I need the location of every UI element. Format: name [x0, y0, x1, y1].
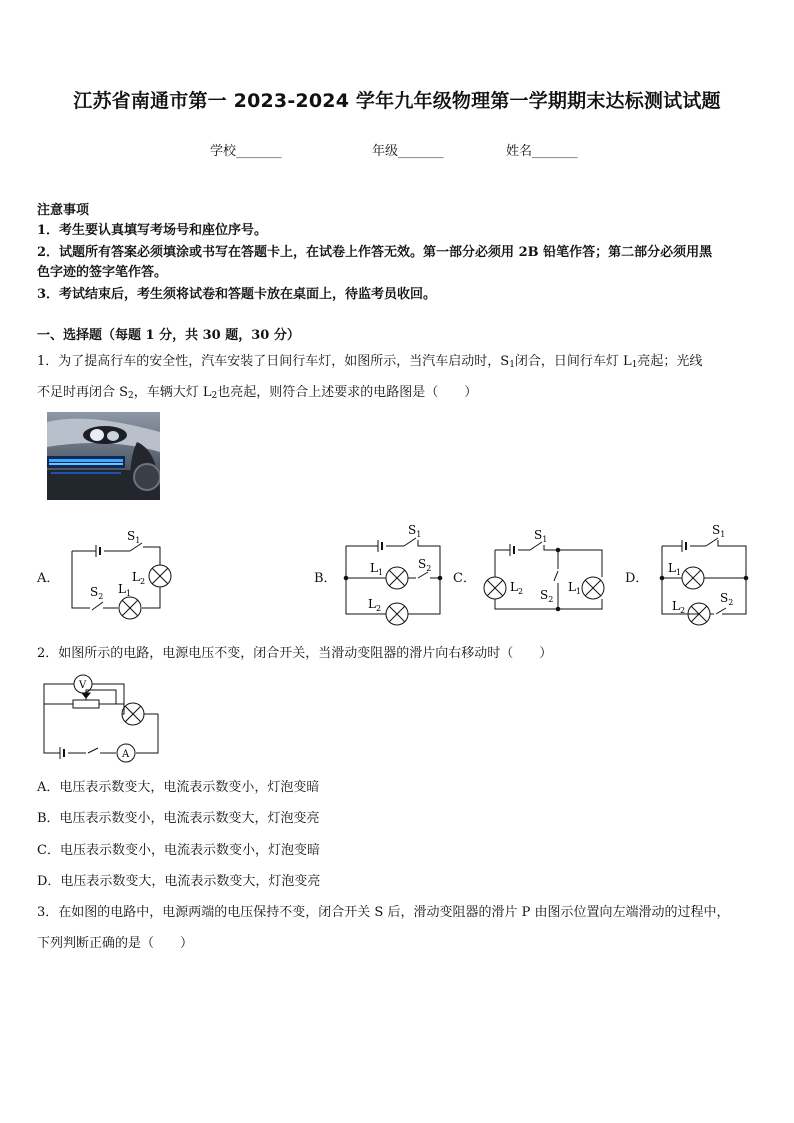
circuit-b — [334, 518, 452, 628]
q2-option-c: C．电压表示数变小，电流表示数变小，灯泡变暗 — [37, 843, 320, 858]
label-s1: $S_1$ — [127, 529, 141, 545]
section-heading: 一、选择题（每题 1 分，共 30 题，30 分） — [37, 328, 300, 343]
circuit-c — [478, 525, 610, 630]
q1-line2 — [37, 383, 477, 403]
q1-text: 也亮起，则符合上述要求的电路图是（ ） — [217, 385, 478, 400]
q1-sub: 1 — [509, 360, 515, 370]
note-3: 3．考试结束后，考生须将试卷和答题卡放在桌面上，待监考员收回。 — [37, 287, 437, 302]
name-field: 姓名_______ — [506, 144, 578, 159]
q2-option-b: B．电压表示数变小，电流表示数变大，灯泡变亮 — [37, 811, 320, 826]
q1-text: 亮起；光线 — [637, 354, 703, 369]
circuit-a — [60, 525, 180, 620]
label-l2: $L_2$ — [510, 580, 524, 596]
note-2b: 色字迹的签字笔作答。 — [37, 265, 168, 280]
label-l2: $L_2$ — [672, 599, 686, 615]
option-c-label: C． — [453, 571, 476, 586]
q3-line2: 下列判断正确的是（ ） — [37, 936, 194, 951]
q2-option-d: D．电压表示数变大，电流表示数变大，灯泡变亮 — [37, 874, 321, 889]
label-s1: $S_1$ — [712, 523, 726, 539]
notes-heading: 注意事项 — [37, 203, 90, 218]
q2-option-a: A．电压表示数变大，电流表示数变小，灯泡变暗 — [37, 780, 320, 795]
label-s1: $S_1$ — [408, 523, 422, 539]
q1-text: 1．为了提高行车的安全性，汽车安装了日间行车灯，如图所示，当汽车启动时，S — [37, 354, 510, 369]
label-l1: $L_1$ — [118, 582, 132, 598]
label-l1: $L_1$ — [370, 561, 384, 577]
label-l2: $L_2$ — [132, 570, 146, 586]
q1-text: ，车辆大灯 L — [133, 385, 212, 400]
label-s2: $S_2$ — [720, 591, 734, 607]
q1-sub: 2 — [128, 391, 134, 401]
q1-text: 不足时再闭合 S — [37, 385, 129, 400]
note-2a: 2．试题所有答案必须填涂或书写在答题卡上，在试卷上作答无效。第一部分必须用 2B 铅笔作答；第二部分必须用黑 — [37, 245, 713, 260]
q1-text: 闭合，日间行车灯 L — [514, 354, 632, 369]
note-1: 1．考生要认真填写考场号和座位序号。 — [37, 223, 268, 238]
circuit-q2 — [40, 672, 165, 767]
option-b-label: B． — [314, 571, 337, 586]
circuit-d — [652, 518, 757, 628]
voltmeter-label: V — [79, 680, 87, 691]
label-l2: $L_2$ — [368, 597, 382, 613]
label-s2: $S_2$ — [418, 557, 432, 573]
q1-sub: 1 — [631, 360, 638, 370]
label-s2: $S_2$ — [90, 585, 104, 601]
q2-stem: 2．如图所示的电路，电源电压不变，闭合开关，当滑动变阻器的滑片向右移动时（ ） — [37, 646, 553, 661]
q1-sub: 2 — [211, 391, 218, 401]
ammeter-label: A — [122, 749, 130, 760]
grade-field: 年级_______ — [372, 144, 444, 159]
label-s2: $S_2$ — [540, 588, 554, 604]
option-a-label: A． — [37, 571, 60, 586]
label-s1: $S_1$ — [534, 528, 548, 544]
q3-line1: 3．在如图的电路中，电源两端的电压保持不变，闭合开关 S 后，滑动变阻器的滑片 P 由图示位置向左端滑动的过程中， — [37, 905, 730, 920]
q1-line1 — [37, 352, 702, 372]
page-title: 江苏省南通市第一 2023-2024 学年九年级物理第一学期期末达标测试试题 — [73, 90, 721, 112]
school-field: 学校_______ — [210, 144, 282, 159]
option-d-label: D． — [625, 571, 649, 586]
car-headlight-photo — [47, 412, 160, 500]
label-l1: $L_1$ — [668, 561, 682, 577]
label-l1: $L_1$ — [568, 580, 582, 596]
